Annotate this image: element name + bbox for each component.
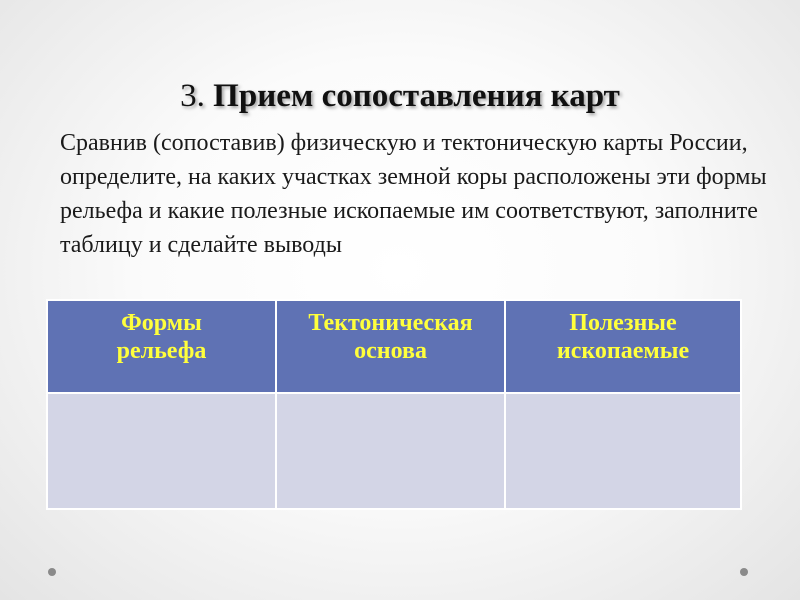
header-tectonic-basis [276,300,505,393]
table-cell [505,393,741,509]
table-row [47,393,741,509]
table-header-row [47,300,741,393]
header-relief-forms [47,300,276,393]
header-line: ископаемые [556,338,690,364]
decorative-dot-left [48,568,56,576]
header-line: Формы [121,310,202,336]
header-minerals [505,300,741,393]
title-number: 3. [180,78,205,114]
title-text: Прием сопоставления карт [213,78,620,114]
decorative-dot-right [740,568,748,576]
table-cell [47,393,276,509]
header-line: рельефа [116,338,207,364]
header-line: основа [354,338,427,364]
header-line: Полезные [569,310,677,336]
table-cell [276,393,505,509]
slide-title [0,78,800,115]
header-line: Тектоническая [308,310,473,336]
task-text: Сравнив (сопоставив) физическую и тектоническую карты России, определите, на каких участках земной коры расположены эти формы рельефа и какие полезные ископаемые им соответствуют, заполните таблицу и сделайте выводы [60,130,767,258]
comparison-table [46,299,742,510]
